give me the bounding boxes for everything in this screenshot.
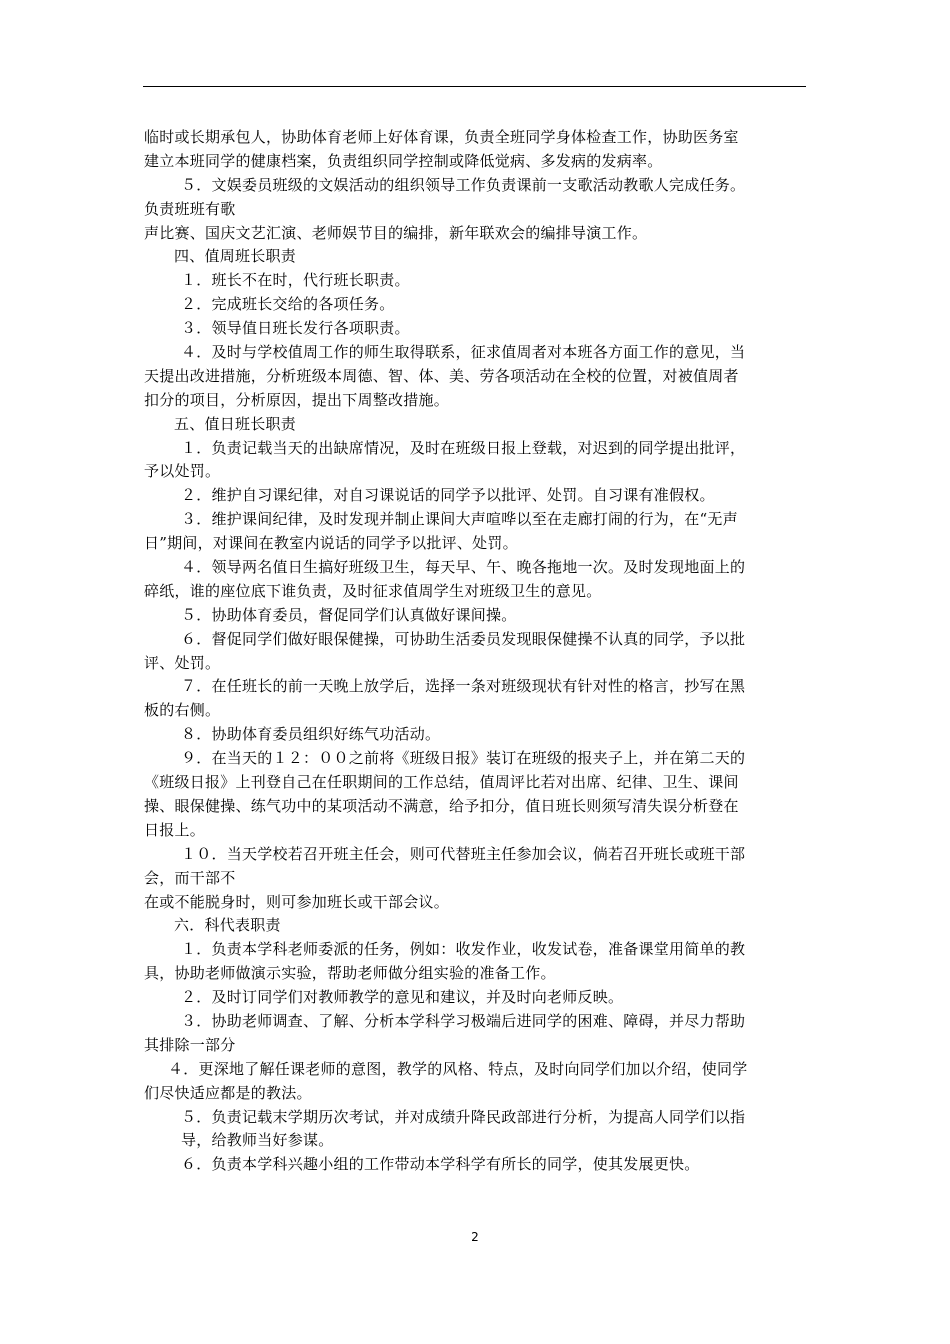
- text-line: 四、值周班长职责: [174, 247, 297, 266]
- text-line: ４．领导两名值日生搞好班级卫生，每天早、午、晚各拖地一次。及时发现地面上的: [181, 558, 746, 577]
- text-line: ２．完成班长交给的各项任务。: [181, 295, 395, 314]
- text-line: 们尽快适应都是的教法。: [144, 1083, 312, 1102]
- text-line: 导，给教师当好参谋。: [181, 1131, 334, 1150]
- text-line: ２．及时订同学们对教师教学的意见和建议，并及时向老师反映。: [181, 988, 624, 1007]
- text-line: １．负责记载当天的出缺席情况，及时在班级日报上登载，对迟到的同学提出批评，: [181, 438, 746, 457]
- text-line: ５．协助体育委员，督促同学们认真做好课间操。: [181, 605, 517, 624]
- text-line: ５．负责记载末学期历次考试，并对成绩升降民政部进行分析，为提高人同学们以指: [181, 1107, 746, 1126]
- text-line: 在或不能脱身时，则可参加班长或干部会议。: [144, 892, 450, 911]
- text-line: 会，而干部不: [144, 868, 236, 887]
- text-line: ６．负责本学科兴趣小组的工作带动本学科学有所长的同学，使其发展更快。: [181, 1155, 700, 1174]
- text-line: ４．及时与学校值周工作的师生取得联系，征求值周者对本班各方面工作的意见，当: [181, 343, 746, 362]
- page-number: 2: [471, 1230, 479, 1244]
- text-line: ９．在当天的１２：００之前将《班级日报》装订在班级的报夹子上，并在第二天的: [181, 749, 746, 768]
- text-line: 声比赛、国庆文艺汇演、老师娱节目的编排，新年联欢会的编排导演工作。: [144, 223, 648, 242]
- text-line: 板的右侧。: [144, 701, 221, 720]
- text-line: 日报上。: [144, 820, 206, 839]
- header-rule: [143, 86, 806, 87]
- text-line: 六．科代表职责: [174, 916, 281, 935]
- text-line: 五、值日班长职责: [174, 414, 297, 433]
- text-line: 操、眼保健操、练气功中的某项活动不满意，给予扣分，值日班长则须写清失误分析登在: [144, 796, 739, 815]
- text-line: 予以处罚。: [144, 462, 221, 481]
- text-line: 评、处罚。: [144, 653, 221, 672]
- text-line: 日”期间，对课间在教室内说话的同学予以批评、处罚。: [144, 534, 518, 553]
- text-line: １．班长不在时，代行班长职责。: [181, 271, 410, 290]
- text-line: 建立本班同学的健康档案，负责组织同学控制或降低觉病、多发病的发病率。: [144, 151, 663, 170]
- text-line: １０．当天学校若召开班主任会，则可代替班主任参加会议，倘若召开班长或班干部: [181, 844, 746, 863]
- document-body: [144, 126, 807, 1177]
- text-line: 碎纸，谁的座位底下谁负责，及时征求值周学生对班级卫生的意见。: [144, 581, 602, 600]
- text-line: ４．更深地了解任课老师的意图，教学的风格、特点，及时向同学们加以介绍，使同学: [168, 1059, 748, 1078]
- text-line: ８．协助体育委员组织好练气功活动。: [181, 725, 441, 744]
- text-line: 负责班班有歌: [144, 199, 236, 218]
- text-line: ６．督促同学们做好眼保健操，可协助生活委员发现眼保健操不认真的同学，予以批: [181, 629, 746, 648]
- text-line: ３．维护课间纪律，及时发现并制止课间大声喧哗以至在走廊打闹的行为，在“无声: [181, 510, 738, 529]
- text-line: ２．维护自习课纪律，对自习课说话的同学予以批评、处罚。自习课有准假权。: [181, 486, 715, 505]
- text-line: 其排除一部分: [144, 1035, 236, 1054]
- text-line: ３．协助老师调查、了解、分析本学科学习极端后进同学的困难、障碍，并尽力帮助: [181, 1011, 746, 1030]
- text-line: １．负责本学科老师委派的任务，例如：收发作业，收发试卷，准备课堂用简单的教: [181, 940, 746, 959]
- text-line: ５．文娱委员班级的文娱活动的组织领导工作负责课前一支歌活动教歌人完成任务。: [181, 175, 746, 194]
- text-line: 天提出改进措施，分析班级本周德、智、体、美、劳各项活动在全校的位置，对被值周者: [144, 366, 739, 385]
- text-line: 扣分的项目，分析原因，提出下周整改措施。: [144, 390, 450, 409]
- text-line: 具，协助老师做演示实验，帮助老师做分组实验的准备工作。: [144, 964, 556, 983]
- text-line: 临时或长期承包人，协助体育老师上好体育课，负责全班同学身体检查工作，协助医务室: [144, 128, 739, 146]
- text-line: ７．在任班长的前一天晚上放学后，选择一条对班级现状有针对性的格言，抄写在黑: [181, 677, 746, 696]
- text-line: ３．领导值日班长发行各项职责。: [181, 319, 410, 338]
- text-line: 《班级日报》上刊登自己在任职期间的工作总结，值周评比若对出席、纪律、卫生、课间: [144, 773, 739, 792]
